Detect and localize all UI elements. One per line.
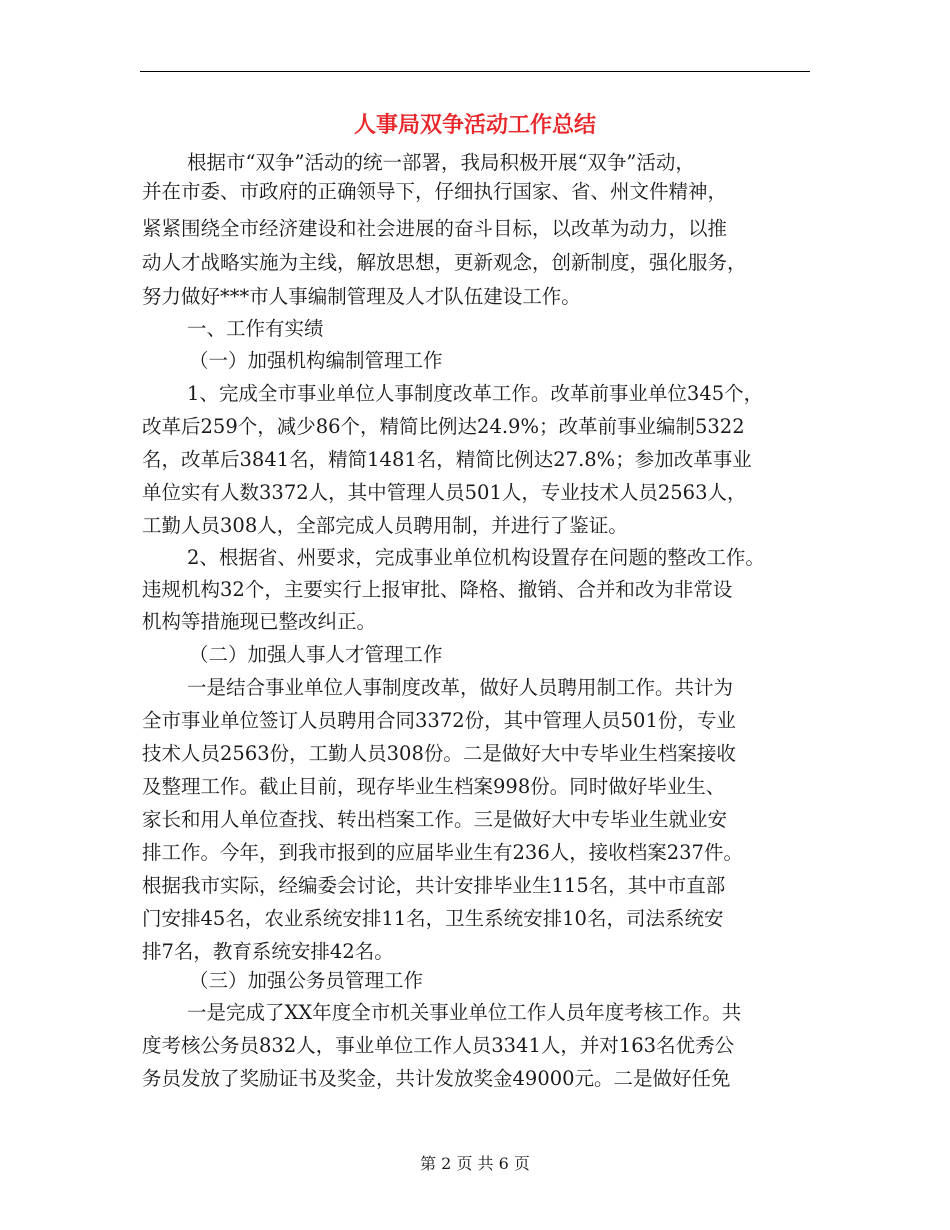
body-line: 家长和用人单位查找、转出档案工作。三是做好大中专毕业生就业安 [142,808,728,831]
body-line: 紧紧围绕全市经济建设和社会进展的奋斗目标，以改革为动力，以推 [142,217,728,240]
body-line: 务员发放了奖励证书及奖金，共计发放奖金49000元。二是做好任免 [142,1067,731,1090]
body-line: 度考核公务员832人，事业单位工作人员3341人，并对163名优秀公 [142,1034,735,1057]
body-line: 门安排45名，农业系统安排11名，卫生系统安排10名，司法系统安 [142,907,724,930]
body-line: 根据我市实际，经编委会讨论，共计安排毕业生115名，其中市直部 [142,874,726,897]
header-rule [140,71,810,72]
body-line: 单位实有人数3372人，其中管理人员501人，专业技术人员2563人， [142,481,747,504]
body-line: 动人才战略实施为主线，解放思想，更新观念，创新制度，强化服务， [142,251,747,274]
page-number: 第 2 页 共 6 页 [420,1154,530,1173]
body-line: 1、完成全市事业单位人事制度改革工作。改革前事业单位345个， [187,382,764,405]
body-line: 一是结合事业单位人事制度改革，做好人员聘用制工作。共计为 [187,676,734,699]
body-line: 一是完成了XX年度全市机关事业单位工作人员年度考核工作。共 [187,1001,742,1024]
body-line: 全市事业单位签订人员聘用合同3372份，其中管理人员501份，专业 [142,709,736,732]
body-line: 根据市“双争”活动的统一部署，我局积极开展“双争”活动， [187,151,695,174]
body-line: 违规机构32个，主要实行上报审批、降格、撤销、合并和改为非常设 [142,578,733,601]
body-line: 工勤人员308人，全部完成人员聘用制，并进行了鉴证。 [142,514,628,537]
body-line: 并在市委、市政府的正确领导下，仔细执行国家、省、州文件精神， [142,180,728,203]
section-heading: 一、工作有实绩 [187,317,324,340]
subsection-heading: （一）加强机构编制管理工作 [189,349,443,372]
body-line: 努力做好***市人事编制管理及人才队伍建设工作。 [142,285,581,308]
subsection-heading: （二）加强人事人才管理工作 [189,643,443,666]
subsection-heading: （三）加强公务员管理工作 [189,969,424,992]
body-line: 改革后259个，减少86个，精简比例达24.9%；改革前事业编制5322 [142,415,745,438]
body-line: 排工作。今年，到我市报到的应届毕业生有236人，接收档案237件。 [142,841,743,864]
body-line: 2、根据省、州要求，完成事业单位机构设置存在问题的整改工作。 [187,546,765,569]
body-line: 及整理工作。截止目前，现存毕业生档案998份。同时做好毕业生、 [142,775,726,798]
body-line: 排7名，教育系统安排42名。 [142,940,394,963]
body-line: 名，改革后3841名，精简1481名，精简比例达27.8%；参加改革事业 [142,448,752,471]
body-line: 机构等措施现已整改纠正。 [142,610,377,633]
body-line: 技术人员2563份，工勤人员308份。二是做好大中专毕业生档案接收 [142,742,736,765]
document-title: 人事局双争活动工作总结 [353,112,596,138]
